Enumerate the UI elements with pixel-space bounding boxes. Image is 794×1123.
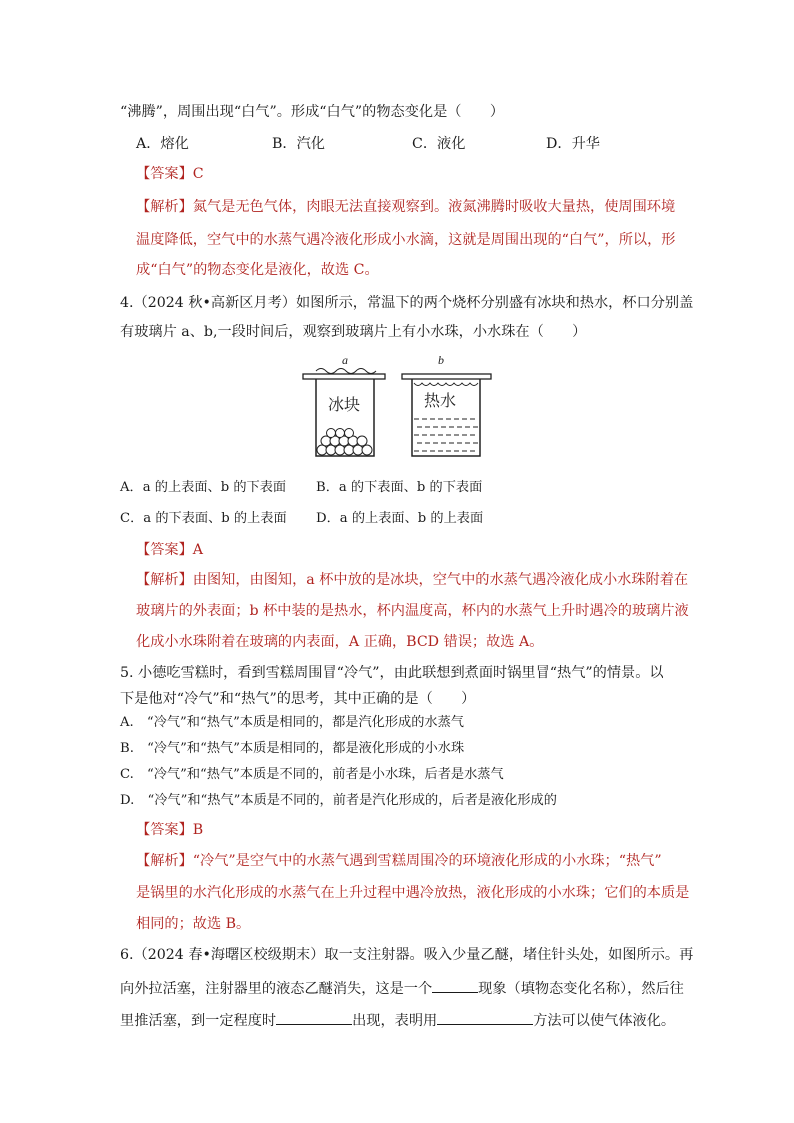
q4-answer: 【答案】A	[136, 542, 203, 558]
q4-choice-a: A．a 的上表面、b 的下表面	[120, 480, 287, 495]
q6-line-3	[120, 1009, 675, 1031]
q4-stem-line-2: 有玻璃片 a、b,一段时间后，观察到玻璃片上有小水珠，小水珠在（ ）	[120, 324, 587, 340]
q3-choice-d: D．升华	[546, 136, 600, 152]
q3-answer: 【答案】C	[136, 166, 204, 182]
ice-label: 冰块	[328, 395, 361, 414]
q5-analysis-line-2: 是锅里的水汽化形成的水蒸气在上升过程中遇冷放热，液化形成的小水珠；它们的本质是	[136, 885, 690, 901]
q5-answer: 【答案】B	[136, 822, 204, 838]
q6-line-3-text-a: 里推活塞，到一定程度时	[120, 1013, 277, 1029]
q5-choice-c: C. “冷气”和“热气”本质是不同的，前者是小水珠，后者是水蒸气	[120, 767, 504, 782]
q3-choice-b: B．汽化	[272, 136, 325, 152]
q4-analysis-line-1: 【解析】由图知，由图知，a 杯中放的是冰块，空气中的水蒸气遇冷液化成小水珠附着在	[136, 572, 689, 588]
q4-stem-line-1: 4.（2024 秋•高新区月考）如图所示，常温下的两个烧杯分别盛有冰块和热水，杯口分别盖	[120, 295, 694, 311]
q3-choice-c: C．液化	[412, 136, 466, 152]
ice-beaker	[303, 353, 385, 456]
label-a: a	[342, 353, 348, 367]
q6-line-2	[120, 977, 684, 999]
glass-plate-a	[303, 374, 385, 379]
droplets-b	[414, 383, 478, 386]
ice-cubes	[317, 429, 372, 456]
hot-water-beaker	[402, 353, 491, 456]
q4-choice-c: C．a 的下表面、b 的上表面	[120, 511, 287, 526]
beakers-figure	[300, 353, 496, 463]
q6-line-1: 6.（2024 春•海曙区校级期末）取一支注射器。吸入少量乙醚，堵住针头处，如图所示。再	[120, 947, 694, 963]
q3-stem: “沸腾”，周围出现“白气”。形成“白气”的物态变化是（ ）	[120, 104, 505, 120]
q4-analysis-line-3: 化成小水珠附着在玻璃的内表面，A 正确，BCD 错误；故选 A。	[136, 634, 544, 650]
q6-blank-2[interactable]	[276, 1009, 352, 1025]
q4-choice-b: B．a 的下表面、b 的下表面	[316, 480, 483, 495]
q6-line-2-text-b: 现象（填物态变化名称），然后往	[478, 981, 684, 997]
q5-choice-b: B. “冷气”和“热气”本质是相同的，都是液化形成的小水珠	[120, 741, 465, 756]
q5-stem-line-2: 下是他对“冷气”和“热气”的思考，其中正确的是（ ）	[120, 691, 476, 707]
droplets-a	[316, 369, 376, 374]
glass-plate-b	[402, 374, 491, 379]
q3-analysis-line-2: 温度降低，空气中的水蒸气遇冷液化形成小水滴，这就是周围出现的“白气”，所以，形	[136, 232, 676, 248]
label-b: b	[438, 353, 444, 367]
hot-water-label: 热水	[424, 391, 457, 410]
q6-blank-1[interactable]	[432, 977, 478, 993]
water-surface	[414, 419, 478, 451]
q5-stem-line-1: 5. 小德吃雪糕时，看到雪糕周围冒“冷气”，由此联想到煮面时锅里冒“热气”的情景。以	[120, 665, 664, 681]
q5-choice-a: A. “冷气”和“热气”本质是相同的，都是汽化形成的水蒸气	[120, 715, 464, 730]
q3-analysis-line-3: 成“白气”的物态变化是液化，故选 C。	[136, 262, 379, 278]
q6-line-2-text-a: 向外拉活塞，注射器里的液态乙醚消失，这是一个	[120, 981, 433, 997]
q6-line-3-text-c: 方法可以使气体液化。	[533, 1013, 676, 1029]
q4-choice-d: D．a 的上表面、b 的上表面	[316, 511, 484, 526]
q5-analysis-line-3: 相同的；故选 B。	[136, 916, 251, 932]
q5-analysis-line-1: 【解析】“冷气”是空气中的水蒸气遇到雪糕周围冷的环境液化形成的小水珠；“热气”	[136, 853, 662, 869]
q4-analysis-line-2: 玻璃片的外表面；b 杯中装的是热水，杯内温度高，杯内的水蒸气上升时遇冷的玻璃片液	[136, 603, 689, 619]
q3-analysis-line-1: 【解析】氮气是无色气体，肉眼无法直接观察到。液氮沸腾时吸收大量热，使周围环境	[136, 199, 676, 215]
q6-blank-3[interactable]	[437, 1009, 533, 1025]
q5-choice-d: D. “冷气”和“热气”本质是不同的，前者是汽化形成的，后者是液化形成的	[120, 793, 557, 808]
q3-choice-a: A．熔化	[136, 136, 189, 152]
q6-line-3-text-b: 出现，表明用	[352, 1013, 438, 1029]
